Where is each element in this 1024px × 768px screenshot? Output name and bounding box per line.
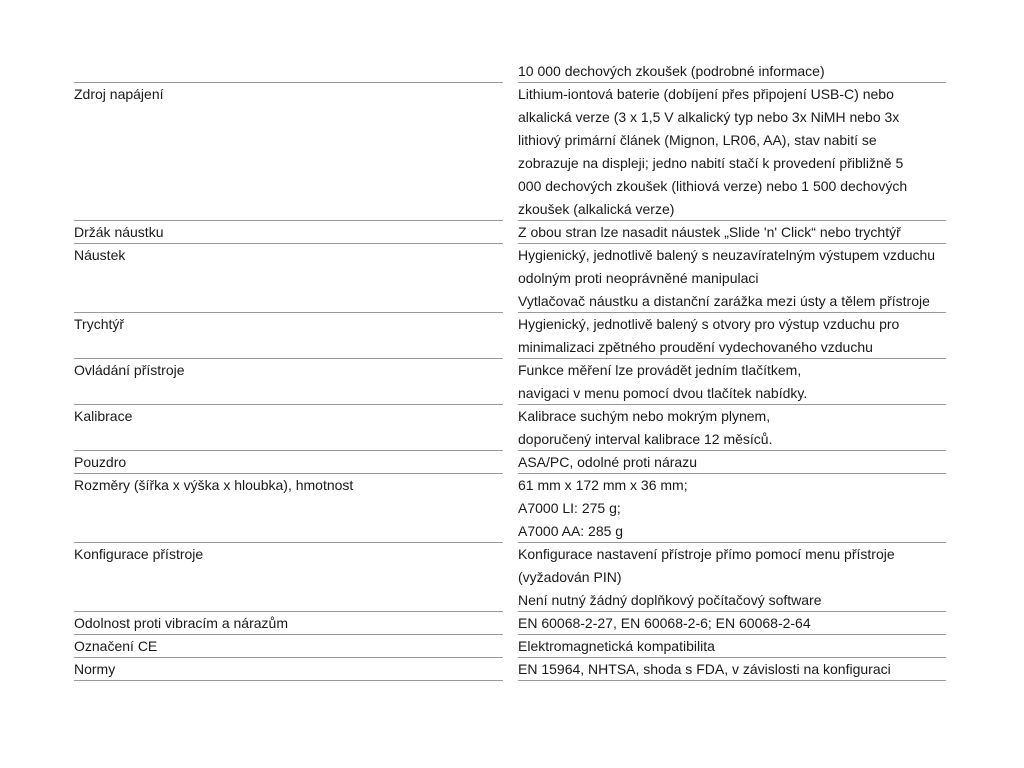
spec-value — [518, 83, 946, 221]
spec-row-calibration — [74, 405, 946, 451]
spec-row-device-operation — [74, 359, 946, 405]
spec-value-line: A7000 LI: 275 g; — [518, 500, 621, 516]
spec-value — [518, 405, 946, 451]
spec-table — [74, 60, 946, 681]
spec-value-line: 61 mm x 172 mm x 36 mm; — [518, 477, 688, 493]
spec-row-housing — [74, 451, 946, 474]
spec-row-standards — [74, 658, 946, 681]
spec-label: Ovládání přístroje — [74, 362, 185, 378]
spec-label: Držák náustku — [74, 224, 164, 240]
spec-value-line: Z obou stran lze nasadit náustek „Slide 'n' Click“ nebo trychtýř — [518, 224, 901, 240]
spec-value-line: Hygienický, jednotlivě balený s neuzavíratelným výstupem vzduchu — [518, 247, 936, 263]
spec-value — [518, 244, 946, 313]
spec-value-line: Hygienický, jednotlivě balený s otvory pro výstup vzduchu pro — [518, 316, 900, 332]
spec-value — [518, 451, 946, 474]
spec-value — [518, 635, 946, 658]
spec-value-line: doporučený interval kalibrace 12 měsíců. — [518, 431, 773, 447]
spec-value-line: navigaci v menu pomocí dvou tlačítek nabídky. — [518, 385, 808, 401]
spec-row-breath-tests — [74, 60, 946, 83]
spec-value-line: Není nutný žádný doplňkový počítačový software — [518, 592, 822, 608]
spec-value-line: minimalizaci zpětného proudění vydechovaného vzduchu — [518, 339, 873, 355]
spec-value-line: 000 dechových zkoušek (lithiová verze) nebo 1 500 dechových — [518, 178, 908, 194]
spec-value-line: Vytlačovač náustku a distanční zarážka mezi ústy a tělem přístroje — [518, 293, 930, 309]
spec-row-dimensions-weight — [74, 474, 946, 543]
spec-value — [518, 60, 946, 83]
spec-value-line: Elektromagnetická kompatibilita — [518, 638, 715, 654]
spec-value-line: zobrazuje na displeji; jedno nabití stačí k provedení přibližně 5 — [518, 155, 904, 171]
spec-value-line: Lithium-iontová baterie (dobíjení přes připojení USB-C) nebo — [518, 86, 894, 102]
spec-value-line: Konfigurace nastavení přístroje přímo pomocí menu přístroje — [518, 546, 895, 562]
spec-value-line: lithiový primární článek (Mignon, LR06, AA), stav nabití se — [518, 132, 877, 148]
spec-label: Kalibrace — [74, 408, 133, 424]
spec-value-line: EN 60068-2-27, EN 60068-2-6; EN 60068-2-64 — [518, 615, 811, 631]
spec-value — [518, 313, 946, 359]
spec-row-mouthpiece — [74, 244, 946, 313]
spec-value-line: A7000 AA: 285 g — [518, 523, 624, 539]
spec-row-mouthpiece-holder — [74, 221, 946, 244]
spec-label: Normy — [74, 661, 116, 677]
spec-value-line: ASA/PC, odolné proti nárazu — [518, 454, 697, 470]
spec-row-power-source — [74, 83, 946, 221]
spec-value-line: alkalická verze (3 x 1,5 V alkalický typ nebo 3x NiMH nebo 3x — [518, 109, 900, 125]
spec-value-line: Kalibrace suchým nebo mokrým plynem, — [518, 408, 771, 424]
spec-label: Odolnost proti vibracím a nárazům — [74, 615, 288, 631]
spec-value-line: zkoušek (alkalická verze) — [518, 201, 675, 217]
spec-label: Rozměry (šířka x výška x hloubka), hmotnost — [74, 477, 354, 493]
spec-value — [518, 221, 946, 244]
spec-row-device-configuration — [74, 543, 946, 612]
spec-row-vibration-shock — [74, 612, 946, 635]
spec-row-ce-marking — [74, 635, 946, 658]
spec-row-funnel — [74, 313, 946, 359]
spec-label: Zdroj napájení — [74, 86, 164, 102]
spec-value — [518, 359, 946, 405]
spec-value-line: 10 000 dechových zkoušek (podrobné informace) — [518, 63, 825, 79]
spec-value — [518, 543, 946, 612]
spec-value — [518, 658, 946, 681]
spec-label: Označení CE — [74, 638, 158, 654]
spec-value-line: Funkce měření lze provádět jedním tlačítkem, — [518, 362, 802, 378]
spec-label — [74, 60, 518, 83]
spec-value-line: odolným proti neoprávněné manipulaci — [518, 270, 759, 286]
spec-label: Konfigurace přístroje — [74, 546, 204, 562]
spec-value-line: EN 15964, NHTSA, shoda s FDA, v závislosti na konfiguraci — [518, 661, 891, 677]
spec-value — [518, 612, 946, 635]
spec-value-line: (vyžadován PIN) — [518, 569, 622, 585]
spec-value — [518, 474, 946, 543]
spec-label: Trychtýř — [74, 316, 125, 332]
spec-label: Pouzdro — [74, 454, 127, 470]
spec-label: Náustek — [74, 247, 126, 263]
